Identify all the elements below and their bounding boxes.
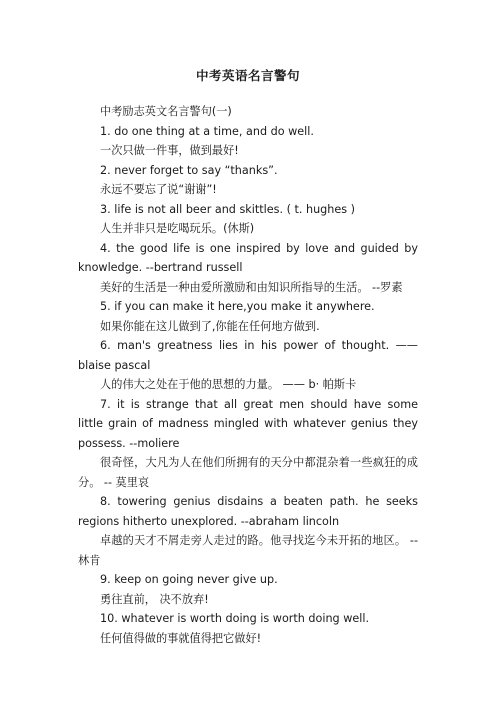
quote-english: 8. towering genius disdains a beaten path. he seeks regions hitherto unexplored. --abraham lincoln (78, 495, 418, 528)
quote-english: 3. life is not all beer and skittles. ( t. hughes ) (100, 202, 355, 216)
quote-english: 6. man's greatness lies in his power of thought. —— blaise pascal (78, 339, 418, 372)
quote-chinese: 如果你能在这儿做到了,你能在任何地方做到. (100, 319, 320, 333)
quote-chinese: 很奇怪，大凡为人在他们所拥有的天分中都混杂着一些疯狂的成分。 -- 莫里哀 (78, 456, 418, 489)
quote-chinese: 卓越的天才不屑走旁人走过的路。他寻找迄今未开拓的地区。 --林肯 (78, 534, 418, 567)
quote-english: 2. never forget to say “thanks”. (100, 163, 278, 177)
quote-english: 4. the good life is one inspired by love and guided by knowledge. --bertrand russell (78, 241, 418, 274)
document-body (78, 102, 418, 648)
quote-english: 5. if you can make it here,you make it anywhere. (100, 300, 375, 313)
quote-chinese: 一次只做一件事，做到最好! (100, 144, 239, 157)
page-title: 中考英语名言警句 (195, 68, 300, 83)
quote-chinese: 人生并非只是吃喝玩乐。(休斯) (100, 222, 255, 235)
quote-english: 7. it is strange that all great men should have some little grain of madness mingled with whatever genius they possess. --moliere (78, 397, 418, 450)
quote-chinese: 美好的生活是一种由爱所激励和由知识所指导的生活。 --罗素 (100, 280, 403, 294)
section-heading: 中考励志英文名言警句(一) (100, 105, 232, 118)
quote-english: 1. do one thing at a time, and do well. (100, 124, 314, 138)
quote-english: 9. keep on going never give up. (100, 573, 278, 586)
quote-chinese: 永远不要忘了说“谢谢”! (100, 183, 217, 196)
quote-chinese: 人的伟大之处在于他的思想的力量。 —— b· 帕斯卡 (100, 378, 357, 391)
quote-english: 10. whatever is worth doing is worth doing well. (100, 612, 370, 625)
quote-chinese: 任何值得做的事就值得把它做好! (100, 631, 262, 645)
quote-chinese: 勇往直前， 决不放弃! (100, 592, 209, 606)
